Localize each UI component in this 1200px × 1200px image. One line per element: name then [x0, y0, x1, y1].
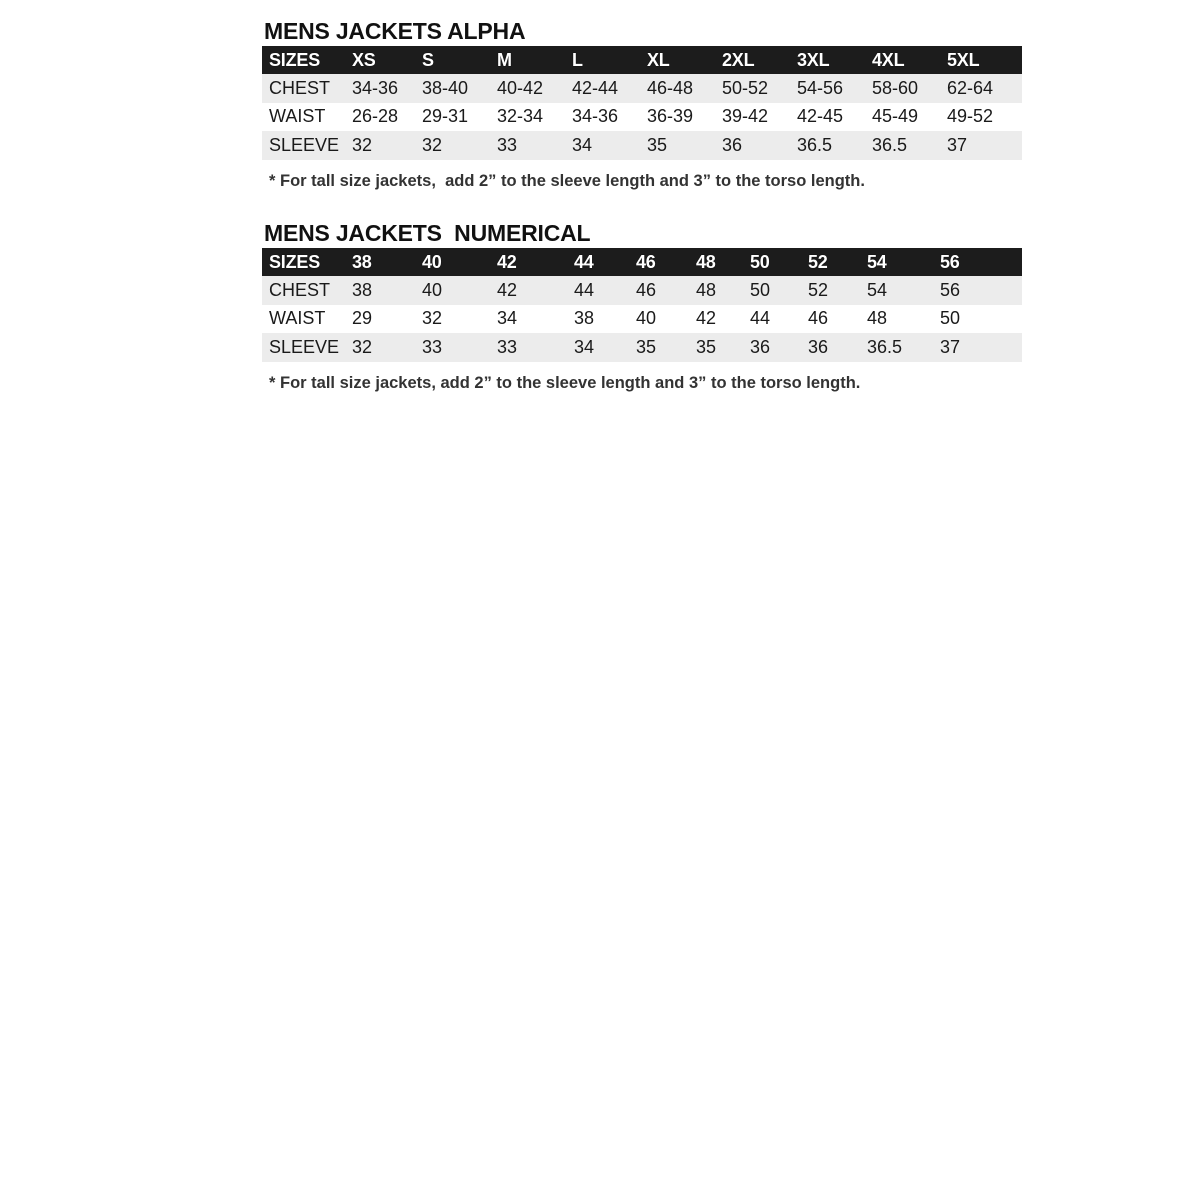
- table-cell: 32: [352, 134, 373, 155]
- table-cell: 35: [636, 336, 657, 357]
- table-cell: 50: [940, 308, 961, 329]
- numerical-tall-size-note: * For tall size jackets, add 2” to the sleeve length and 3” to the torso length.: [269, 373, 861, 392]
- table-cell: 58-60: [872, 77, 919, 98]
- numerical-size-section: [262, 219, 1022, 393]
- numerical-header-size: 52: [808, 251, 828, 272]
- row-label: CHEST: [269, 77, 331, 98]
- size-chart-panel: [262, 0, 994, 420]
- numerical-header-size: 42: [497, 251, 517, 272]
- numerical-header-size: 38: [352, 251, 372, 272]
- table-cell: 50: [750, 279, 771, 300]
- numerical-header-size: 56: [940, 251, 960, 272]
- table-cell: 54: [867, 279, 888, 300]
- table-cell: 32: [352, 336, 373, 357]
- table-cell: 54-56: [797, 77, 844, 98]
- table-cell: 29: [352, 308, 373, 329]
- numerical-header-size: 44: [574, 251, 594, 272]
- table-cell: 35: [696, 336, 717, 357]
- table-cell: 34: [497, 308, 518, 329]
- table-cell: 34-36: [572, 106, 619, 127]
- table-cell: 42: [696, 308, 717, 329]
- table-cell: 44: [750, 308, 771, 329]
- table-cell: 38: [352, 279, 373, 300]
- table-cell: 33: [497, 336, 518, 357]
- table-cell: 34: [574, 336, 595, 357]
- table-cell: 36: [808, 336, 829, 357]
- numerical-header-size: 54: [867, 251, 887, 272]
- table-cell: 40-42: [497, 77, 544, 98]
- table-cell: 38-40: [422, 77, 469, 98]
- row-label: SLEEVE: [269, 336, 340, 357]
- table-cell: 36-39: [647, 106, 694, 127]
- numerical-header-size: 46: [636, 251, 656, 272]
- table-cell: 48: [696, 279, 717, 300]
- alpha-header-size: XS: [352, 49, 376, 70]
- alpha-header-label: SIZES: [269, 49, 321, 70]
- numerical-header-size: 40: [422, 251, 442, 272]
- numerical-header-row: [262, 248, 1022, 276]
- numerical-header-size: 48: [696, 251, 716, 272]
- row-label: CHEST: [269, 279, 331, 300]
- table-cell: 35: [647, 134, 668, 155]
- row-label: WAIST: [269, 106, 326, 127]
- table-cell: 62-64: [947, 77, 994, 98]
- alpha-header-row: [262, 46, 1022, 74]
- numerical-row-sleeve: [262, 333, 1022, 362]
- table-cell: 44: [574, 279, 595, 300]
- table-cell: 52: [808, 279, 829, 300]
- row-label: SLEEVE: [269, 134, 340, 155]
- numerical-header-size: 50: [750, 251, 770, 272]
- table-cell: 45-49: [872, 106, 919, 127]
- table-cell: 40: [636, 308, 657, 329]
- table-cell: 37: [947, 134, 968, 155]
- table-cell: 36: [750, 336, 771, 357]
- table-cell: 34: [572, 134, 593, 155]
- table-cell: 32: [422, 134, 443, 155]
- numerical-header-label: SIZES: [269, 251, 321, 272]
- alpha-header-size: L: [572, 49, 583, 70]
- table-cell: 36: [722, 134, 743, 155]
- alpha-header-size: S: [422, 49, 434, 70]
- numerical-row-waist: [262, 305, 1022, 334]
- table-cell: 50-52: [722, 77, 769, 98]
- alpha-row-waist: [262, 103, 1022, 132]
- table-cell: 42-45: [797, 106, 844, 127]
- table-cell: 46-48: [647, 77, 694, 98]
- alpha-header-size: 5XL: [947, 49, 980, 70]
- alpha-row-chest: [262, 74, 1022, 103]
- table-cell: 36.5: [867, 336, 903, 357]
- table-cell: 56: [940, 279, 961, 300]
- numerical-section-title: MENS JACKETS NUMERICAL: [264, 220, 591, 246]
- table-cell: 38: [574, 308, 595, 329]
- table-cell: 42: [497, 279, 518, 300]
- table-cell: 42-44: [572, 77, 619, 98]
- alpha-header-size: XL: [647, 49, 670, 70]
- table-cell: 46: [636, 279, 657, 300]
- table-cell: 36.5: [872, 134, 908, 155]
- table-cell: 39-42: [722, 106, 769, 127]
- table-cell: 33: [497, 134, 518, 155]
- table-cell: 49-52: [947, 106, 994, 127]
- alpha-header-size: 3XL: [797, 49, 830, 70]
- table-cell: 48: [867, 308, 888, 329]
- alpha-section-title: MENS JACKETS ALPHA: [264, 18, 526, 44]
- table-cell: 34-36: [352, 77, 399, 98]
- table-cell: 46: [808, 308, 829, 329]
- alpha-row-sleeve: [262, 131, 1022, 160]
- table-cell: 32-34: [497, 106, 544, 127]
- table-cell: 32: [422, 308, 443, 329]
- row-label: WAIST: [269, 308, 326, 329]
- alpha-header-size: 2XL: [722, 49, 755, 70]
- alpha-header-size: M: [497, 49, 512, 70]
- table-cell: 40: [422, 279, 443, 300]
- table-cell: 36.5: [797, 134, 833, 155]
- table-cell: 37: [940, 336, 961, 357]
- alpha-header-size: 4XL: [872, 49, 905, 70]
- table-cell: 29-31: [422, 106, 469, 127]
- alpha-tall-size-note: * For tall size jackets, add 2” to the sleeve length and 3” to the torso length.: [269, 171, 865, 190]
- alpha-size-section: [262, 17, 1022, 191]
- table-cell: 33: [422, 336, 443, 357]
- table-cell: 26-28: [352, 106, 399, 127]
- numerical-row-chest: [262, 276, 1022, 305]
